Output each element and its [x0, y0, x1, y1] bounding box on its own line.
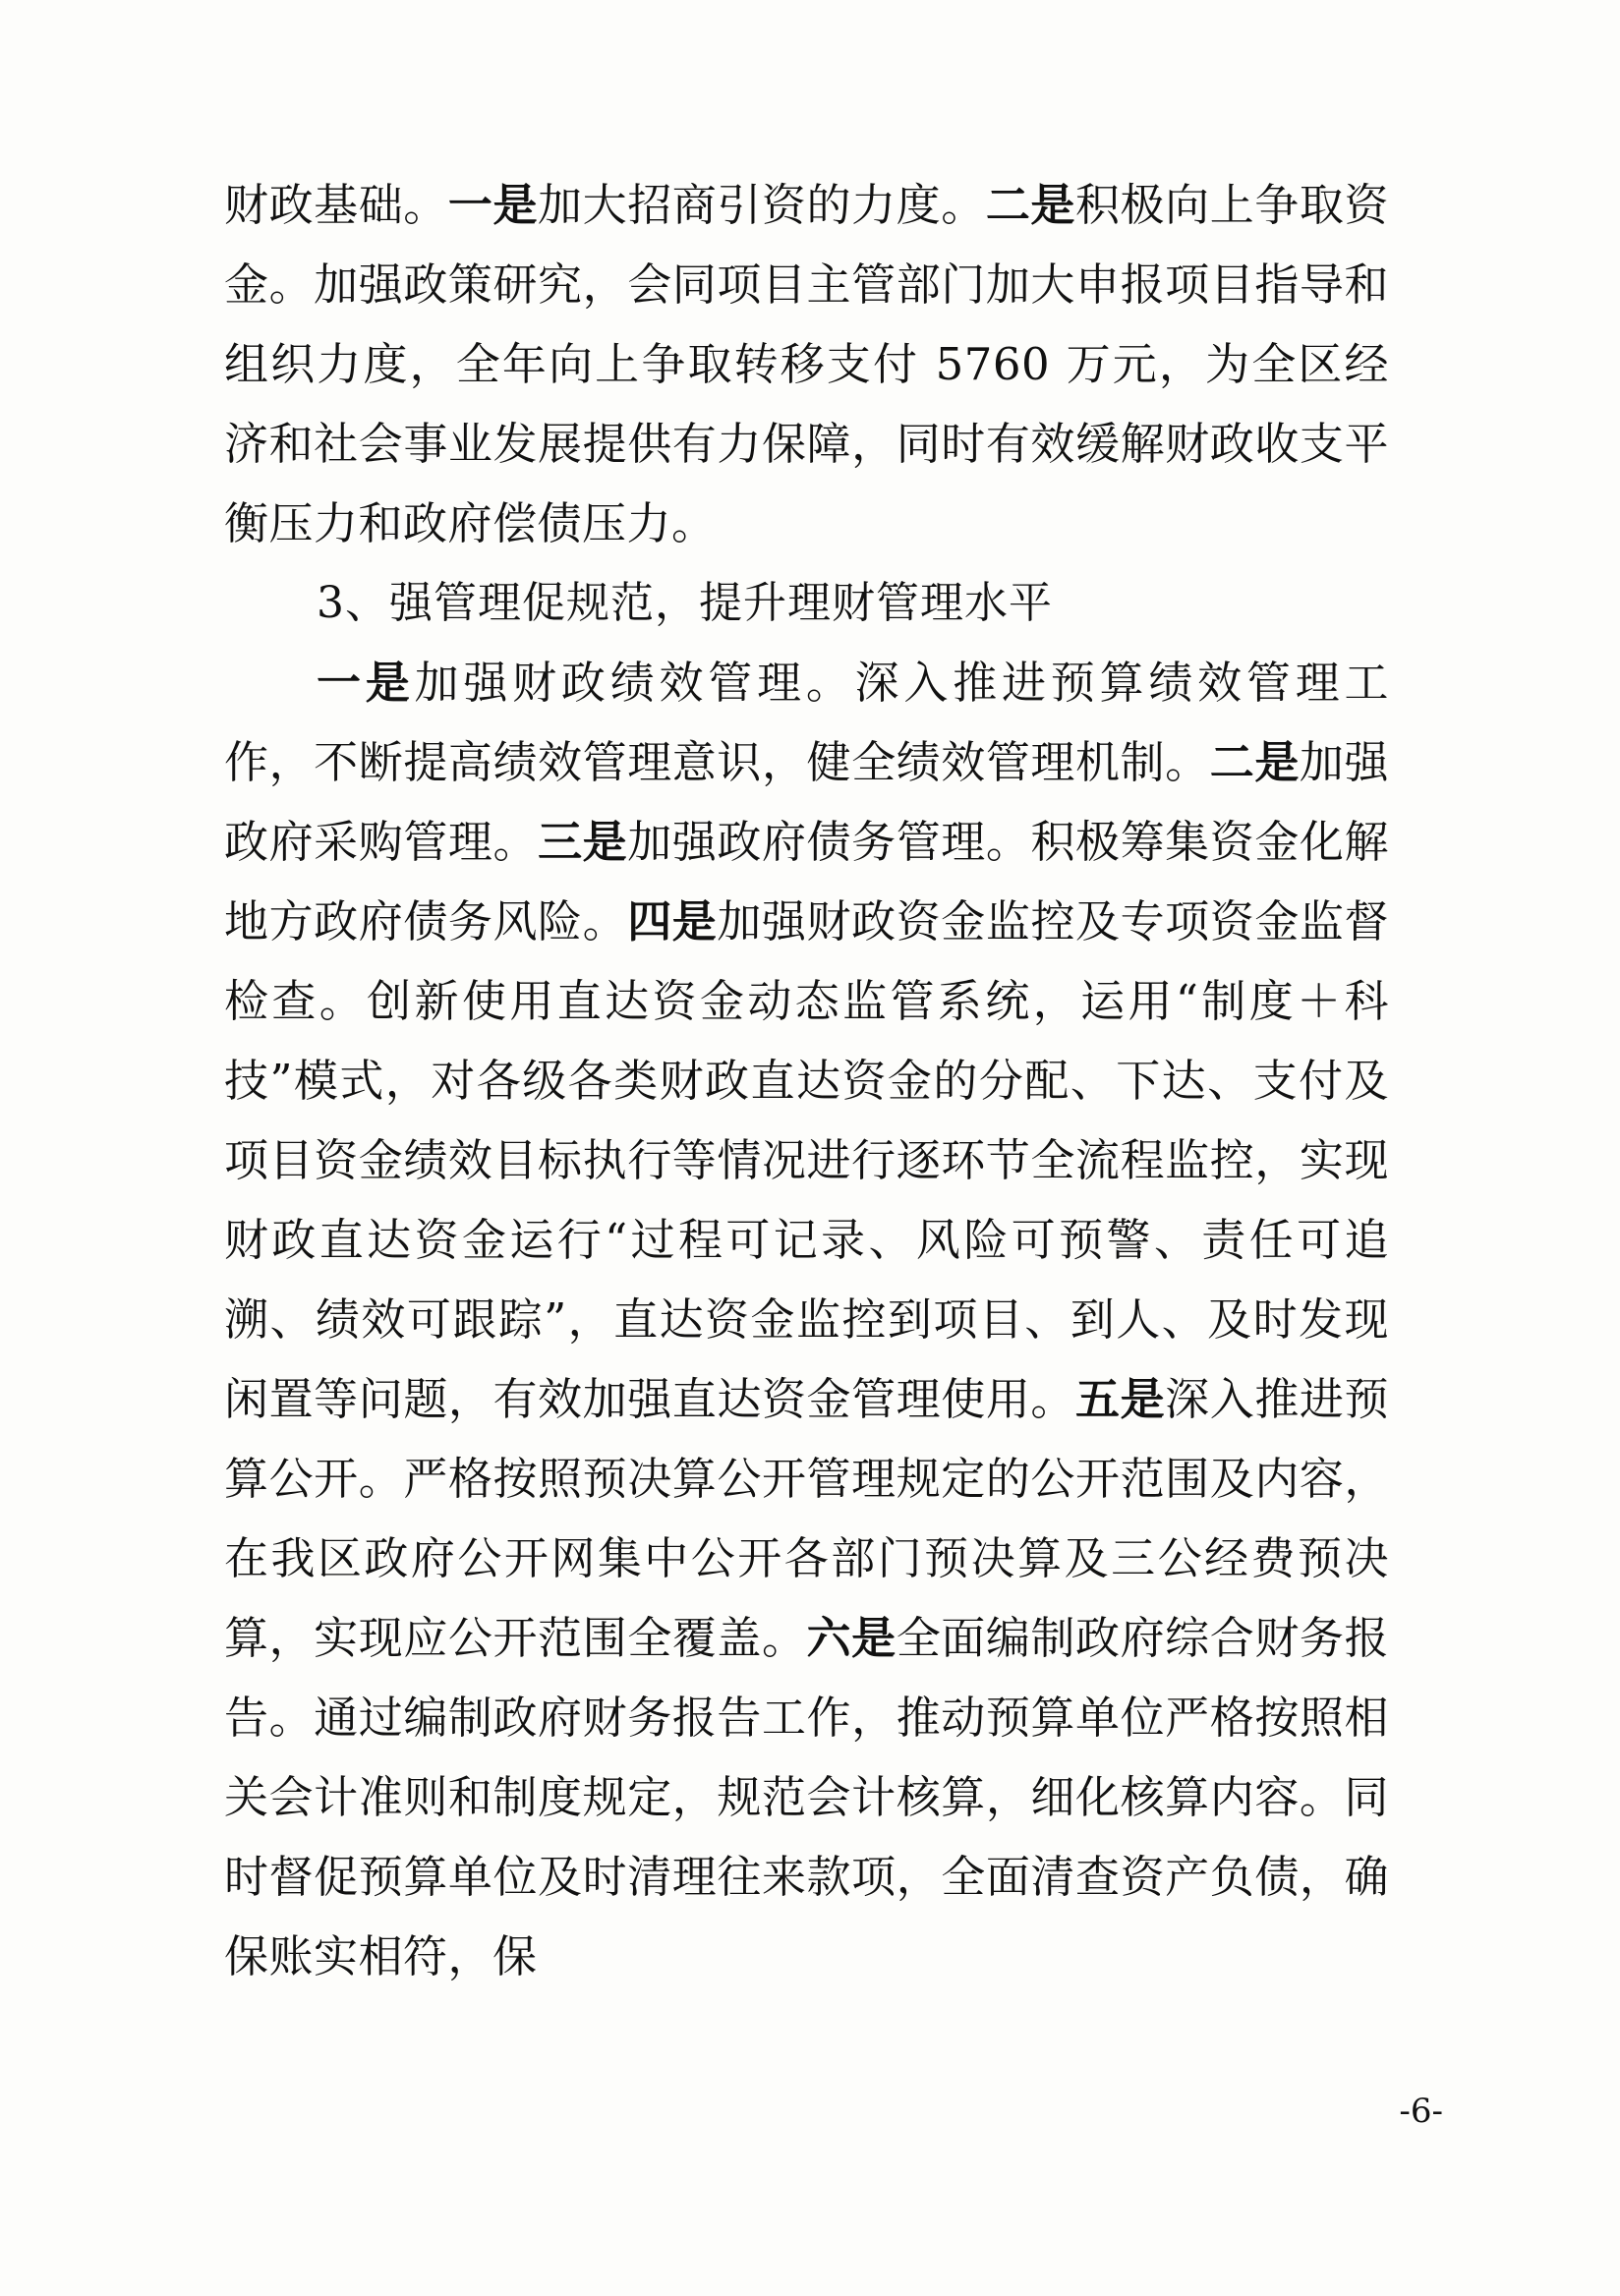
text-run: 财政基础。: [224, 179, 448, 231]
emphasis-run: 二是: [1209, 736, 1300, 788]
document-body: [224, 165, 1389, 1996]
emphasis-run: 一是: [447, 179, 539, 231]
emphasis-run: 一是: [317, 657, 415, 709]
emphasis-run: 四是: [627, 895, 718, 947]
paragraph: [224, 643, 1389, 1996]
text-run: 加大招商引资的力度。: [538, 179, 986, 231]
text-run: 全面编制政府综合财务报告。通过编制政府财务报告工作，推动预算单位严格按照相关会计准则和制度规定，规范会计核算，细化核算内容。同时督促预算单位及时清理往来款项，全面清查资产负债，确保账实相符，保: [224, 1612, 1389, 1982]
emphasis-run: 五是: [1075, 1373, 1166, 1425]
text-run: 3、强管理促规范，提升理财管理水平: [317, 578, 1053, 628]
paragraph: [224, 563, 1389, 643]
text-run: 加强财政绩效管理。深入推进预算绩效管理工作，不断提高绩效管理意识，健全绩效管理机制。: [224, 657, 1389, 788]
text-run: 加强财政资金监控及专项资金监督检查。创新使用直达资金动态监管系统，运用“制度＋科技”模式，对各级各类财政直达资金的分配、下达、支付及项目资金绩效目标执行等情况进行逐环节全流程监控，实现财政直达资金运行“过程可记录、风险可预警、责任可追溯、绩效可跟踪”，直达资金监控到项目、到人、及时发现闲置等问题，有效加强直达资金管理使用。: [224, 895, 1389, 1425]
text-run: 深入推进预算公开。严格按照预决算公开管理规定的公开范围及内容，在我区政府公开网集中公开各部门预决算及三公经费预决算，实现应公开范围全覆盖。: [224, 1373, 1389, 1664]
paragraph: [224, 165, 1389, 563]
text-run: 加强政府采购管理。: [224, 736, 1389, 868]
text-run: 积极向上争取资金。加强政策研究，会同项目主管部门加大申报项目指导和组织力度，全年向上争取转移支付 5760 万元，为全区经济和社会事业发展提供有力保障，同时有效缓解财政收支平衡压力和政府偿债压力。: [224, 179, 1389, 549]
emphasis-run: 二是: [985, 179, 1075, 231]
page-number: -6-: [1399, 2092, 1443, 2131]
text-run: 加强政府债务管理。积极筹集资金化解地方政府债务风险。: [224, 816, 1389, 947]
paragraph-list: [224, 165, 1389, 1996]
emphasis-run: 六是: [806, 1612, 897, 1664]
emphasis-run: 三是: [538, 816, 628, 868]
